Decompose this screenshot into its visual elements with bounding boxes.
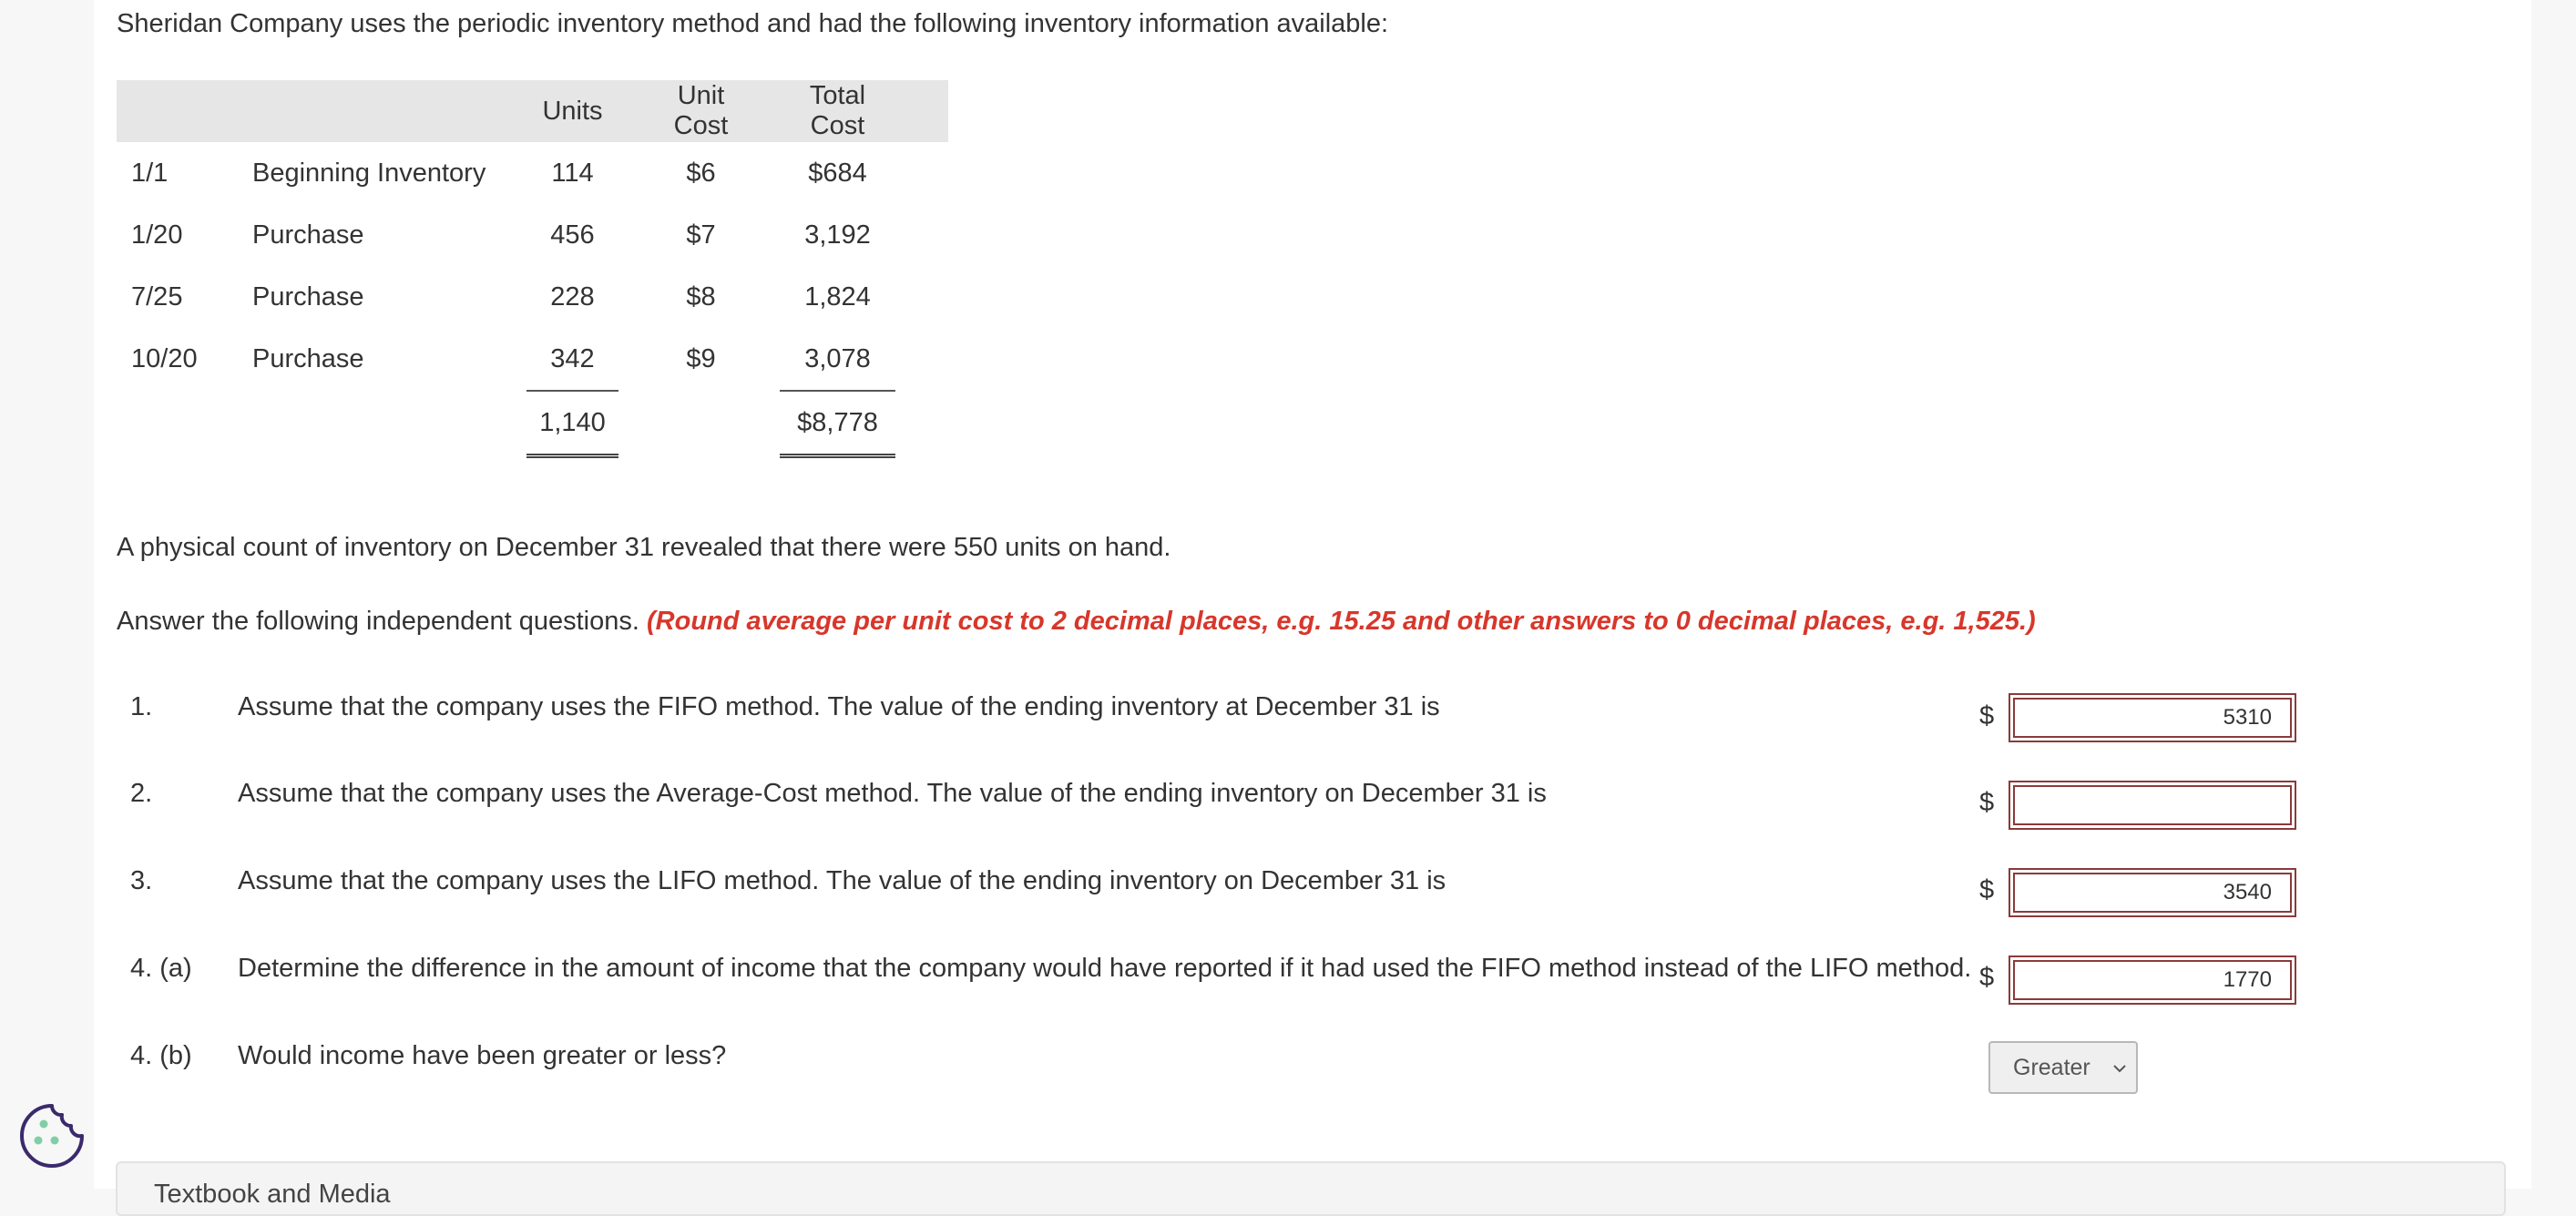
table-row xyxy=(117,204,948,266)
question-text: Would income have been greater or less? xyxy=(238,1041,727,1070)
lifo-ending-inventory-input[interactable] xyxy=(2013,873,2292,913)
row-total-cost: 3,078 xyxy=(780,328,895,391)
row-total-cost: 1,824 xyxy=(804,281,871,312)
instructions xyxy=(117,607,2036,637)
question-number: 1. xyxy=(130,692,153,721)
dropdown-selected-value: Greater xyxy=(2013,1055,2090,1080)
question-text: Assume that the company uses the FIFO method. The value of the ending inventory at December 31 is xyxy=(238,692,1440,721)
rounding-note: (Round average per unit cost to 2 decimal places, e.g. 15.25 and other answers to 0 decimal places, e.g. 1,525.) xyxy=(647,607,2036,636)
question-number: 4. (a) xyxy=(130,954,192,983)
table-row xyxy=(117,142,948,204)
row-description: Purchase xyxy=(252,220,364,250)
row-unit-cost: $7 xyxy=(686,220,716,250)
answer-box-average xyxy=(2009,781,2296,830)
row-description: Beginning Inventory xyxy=(252,158,486,188)
question-page xyxy=(94,0,2531,1189)
table-header-row xyxy=(117,80,948,142)
average-cost-ending-inventory-input[interactable] xyxy=(2013,785,2292,825)
row-units: 228 xyxy=(550,281,595,312)
currency-symbol: $ xyxy=(1979,788,1995,817)
textbook-media-panel[interactable] xyxy=(116,1161,2506,1216)
header-units: Units xyxy=(526,80,618,142)
currency-symbol: $ xyxy=(1979,875,1995,904)
header-unit-cost: Unit Cost xyxy=(655,80,747,142)
textbook-media-label: Textbook and Media xyxy=(154,1180,391,1209)
row-unit-cost: $9 xyxy=(686,344,716,373)
answer-box-fifo xyxy=(2009,693,2296,742)
row-units: 456 xyxy=(550,220,595,250)
greater-less-dropdown[interactable] xyxy=(1988,1041,2138,1094)
row-date: 1/20 xyxy=(131,220,183,250)
income-difference-input[interactable] xyxy=(2013,960,2292,1000)
answer-box-difference xyxy=(2009,955,2296,1005)
fifo-ending-inventory-input[interactable] xyxy=(2013,698,2292,738)
question-text: Determine the difference in the amount of income that the company would have reported if it had used the FIFO method instead of the LIFO method. xyxy=(238,954,1972,983)
cookie-icon[interactable] xyxy=(18,1102,86,1170)
row-description: Purchase xyxy=(252,281,364,312)
question-number: 3. xyxy=(130,866,153,895)
inventory-table xyxy=(117,80,948,458)
currency-symbol: $ xyxy=(1979,701,1995,731)
total-cost: $8,778 xyxy=(780,391,895,456)
table-row xyxy=(117,266,948,328)
answer-box-lifo xyxy=(2009,868,2296,917)
row-date: 10/20 xyxy=(131,344,198,373)
question-text: Assume that the company uses the Average-Cost method. The value of the ending inventory on December 31 is xyxy=(238,779,1547,808)
physical-count-text: A physical count of inventory on December 31 revealed that there were 550 units on hand. xyxy=(117,533,1171,562)
header-total-cost: Total Cost xyxy=(780,80,895,142)
row-date: 7/25 xyxy=(131,281,183,312)
row-unit-cost: $6 xyxy=(686,158,716,188)
question-number: 4. (b) xyxy=(130,1041,192,1070)
question-number: 2. xyxy=(130,779,153,808)
row-total-cost: 3,192 xyxy=(804,220,871,250)
row-date: 1/1 xyxy=(131,158,169,188)
table-row xyxy=(117,328,948,391)
intro-text: Sheridan Company uses the periodic inventory method and had the following inventory information available: xyxy=(117,9,1389,38)
total-units: 1,140 xyxy=(526,391,618,456)
row-total-cost: $684 xyxy=(808,158,867,188)
chevron-down-icon xyxy=(2112,1061,2127,1076)
row-units: 342 xyxy=(526,328,618,391)
instructions-text: Answer the following independent questions. xyxy=(117,607,639,636)
row-unit-cost: $8 xyxy=(686,281,716,312)
currency-symbol: $ xyxy=(1979,963,1995,992)
row-units: 114 xyxy=(551,158,594,188)
totals-row xyxy=(117,391,948,456)
row-description: Purchase xyxy=(252,344,364,373)
question-text: Assume that the company uses the LIFO method. The value of the ending inventory on December 31 is xyxy=(238,866,1446,895)
